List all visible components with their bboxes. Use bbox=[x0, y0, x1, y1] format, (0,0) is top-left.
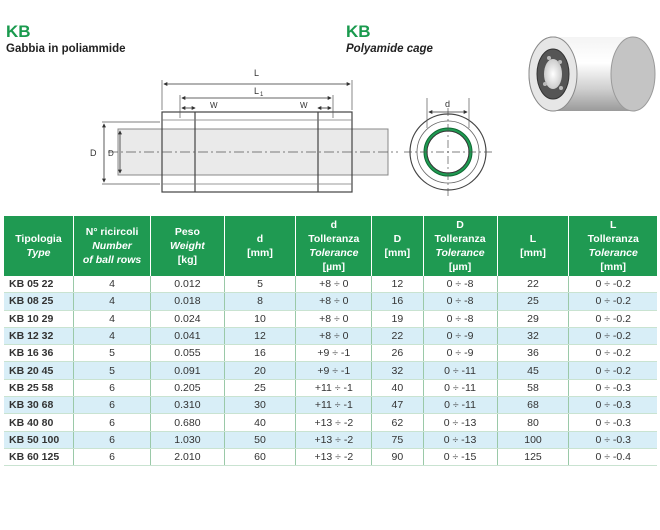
type-cell: KB 50 100 bbox=[4, 431, 73, 448]
column-header bbox=[296, 216, 372, 276]
header-text-english: Tolerance bbox=[435, 247, 485, 259]
value-cell: 5 bbox=[73, 345, 150, 362]
value-cell: 0 ÷ -0.2 bbox=[569, 276, 657, 293]
header-text: d bbox=[256, 233, 264, 245]
header-unit: [µm] bbox=[322, 261, 345, 273]
dim-W-right-label: W bbox=[300, 101, 308, 110]
value-cell: 0 ÷ -11 bbox=[423, 362, 497, 379]
dim-d-end-label: d bbox=[445, 99, 451, 109]
table-header-row bbox=[4, 216, 657, 276]
type-cell: KB 30 68 bbox=[4, 397, 73, 414]
header-text: L bbox=[529, 233, 537, 245]
table-row bbox=[4, 414, 657, 431]
header-text-english: Tolerance bbox=[588, 247, 638, 259]
subtitle-italian: Gabbia in poliammide bbox=[6, 43, 126, 55]
value-cell: 29 bbox=[497, 310, 569, 327]
value-cell: 22 bbox=[372, 327, 423, 344]
value-cell: 4 bbox=[73, 327, 150, 344]
value-cell: 58 bbox=[497, 379, 569, 396]
value-cell: +8 ÷ 0 bbox=[296, 293, 372, 310]
header-text-english: Tolerance bbox=[309, 247, 359, 259]
value-cell: 32 bbox=[372, 362, 423, 379]
table-row bbox=[4, 276, 657, 293]
value-cell: 0.012 bbox=[151, 276, 224, 293]
value-cell: 100 bbox=[497, 431, 569, 448]
value-cell: 4 bbox=[73, 276, 150, 293]
value-cell: 6 bbox=[73, 414, 150, 431]
value-cell: 0 ÷ -13 bbox=[423, 414, 497, 431]
value-cell: 0.018 bbox=[151, 293, 224, 310]
value-cell: 19 bbox=[372, 310, 423, 327]
value-cell: 0 ÷ -0.2 bbox=[569, 293, 657, 310]
value-cell: 0 ÷ -8 bbox=[423, 276, 497, 293]
side-view bbox=[90, 68, 398, 192]
type-cell: KB 16 36 bbox=[4, 345, 73, 362]
value-cell: 12 bbox=[372, 276, 423, 293]
dim-L1-subscript: 1 bbox=[260, 92, 264, 98]
value-cell: 0 ÷ -15 bbox=[423, 448, 497, 465]
header-text: Tolleranza bbox=[587, 233, 639, 245]
value-cell: 32 bbox=[497, 327, 569, 344]
column-header bbox=[423, 216, 497, 276]
value-cell: 0.091 bbox=[151, 362, 224, 379]
value-cell: 16 bbox=[372, 293, 423, 310]
value-cell: 0.310 bbox=[151, 397, 224, 414]
type-cell: KB 40 80 bbox=[4, 414, 73, 431]
value-cell: 0.205 bbox=[151, 379, 224, 396]
header-unit: [mm] bbox=[247, 247, 273, 259]
column-header bbox=[497, 216, 569, 276]
header-text: D bbox=[456, 219, 464, 231]
column-header bbox=[4, 216, 73, 276]
value-cell: +9 ÷ -1 bbox=[296, 345, 372, 362]
value-cell: 25 bbox=[224, 379, 296, 396]
value-cell: 6 bbox=[73, 379, 150, 396]
header-text: D bbox=[393, 233, 402, 245]
dim-D-label: D bbox=[90, 148, 97, 158]
value-cell: 6 bbox=[73, 448, 150, 465]
table-body bbox=[4, 276, 657, 466]
value-cell: 80 bbox=[497, 414, 569, 431]
spec-table bbox=[4, 216, 657, 466]
header-text-english: of ball rows bbox=[82, 254, 142, 266]
type-cell: KB 08 25 bbox=[4, 293, 73, 310]
value-cell: 2.010 bbox=[151, 448, 224, 465]
value-cell: 1.030 bbox=[151, 431, 224, 448]
technical-drawing bbox=[0, 0, 660, 216]
value-cell: +8 ÷ 0 bbox=[296, 276, 372, 293]
value-cell: 20 bbox=[224, 362, 296, 379]
header-text-english: Weight bbox=[170, 240, 205, 252]
value-cell: 8 bbox=[224, 293, 296, 310]
value-cell: 0 ÷ -11 bbox=[423, 397, 497, 414]
value-cell: +11 ÷ -1 bbox=[296, 379, 372, 396]
column-header bbox=[73, 216, 150, 276]
value-cell: 0 ÷ -0.3 bbox=[569, 431, 657, 448]
value-cell: 0 ÷ -0.2 bbox=[569, 310, 657, 327]
value-cell: 36 bbox=[497, 345, 569, 362]
column-header bbox=[224, 216, 296, 276]
value-cell: 47 bbox=[372, 397, 423, 414]
value-cell: 0 ÷ -13 bbox=[423, 431, 497, 448]
value-cell: 5 bbox=[73, 362, 150, 379]
table-row bbox=[4, 431, 657, 448]
dim-L1-label: L bbox=[254, 86, 260, 96]
value-cell: 50 bbox=[224, 431, 296, 448]
type-cell: KB 60 125 bbox=[4, 448, 73, 465]
value-cell: 0 ÷ -0.2 bbox=[569, 362, 657, 379]
value-cell: 125 bbox=[497, 448, 569, 465]
header-unit: [µm] bbox=[448, 261, 472, 273]
header-text-english: Number bbox=[92, 240, 132, 252]
value-cell: 0 ÷ -0.3 bbox=[569, 414, 657, 431]
value-cell: 0 ÷ -0.2 bbox=[569, 327, 657, 344]
value-cell: 0 ÷ -9 bbox=[423, 345, 497, 362]
column-header bbox=[372, 216, 423, 276]
header-unit: [mm] bbox=[384, 247, 411, 259]
header-text: N° ricircoli bbox=[85, 226, 139, 238]
value-cell: 68 bbox=[497, 397, 569, 414]
header-unit: [mm] bbox=[520, 247, 546, 259]
value-cell: 45 bbox=[497, 362, 569, 379]
value-cell: 10 bbox=[224, 310, 296, 327]
value-cell: 0 ÷ -8 bbox=[423, 310, 497, 327]
value-cell: 75 bbox=[372, 431, 423, 448]
table-row bbox=[4, 379, 657, 396]
header-text: Tolleranza bbox=[434, 233, 486, 245]
product-photo bbox=[529, 37, 655, 111]
value-cell: 60 bbox=[224, 448, 296, 465]
value-cell: 6 bbox=[73, 397, 150, 414]
dim-L-label: L bbox=[254, 68, 260, 78]
header-text: Tipologia bbox=[15, 233, 62, 245]
value-cell: 90 bbox=[372, 448, 423, 465]
value-cell: 6 bbox=[73, 431, 150, 448]
value-cell: 0.024 bbox=[151, 310, 224, 327]
table-row bbox=[4, 310, 657, 327]
value-cell: +11 ÷ -1 bbox=[296, 397, 372, 414]
table-row bbox=[4, 397, 657, 414]
type-cell: KB 12 32 bbox=[4, 327, 73, 344]
value-cell: 4 bbox=[73, 293, 150, 310]
type-cell: KB 25 58 bbox=[4, 379, 73, 396]
header-text: Tolleranza bbox=[308, 233, 360, 245]
value-cell: +13 ÷ -2 bbox=[296, 414, 372, 431]
value-cell: 0.055 bbox=[151, 345, 224, 362]
header-text: L bbox=[610, 219, 617, 231]
header-text: d bbox=[330, 219, 338, 231]
table-row bbox=[4, 345, 657, 362]
table-row bbox=[4, 448, 657, 465]
product-code-right: KB bbox=[346, 22, 371, 41]
value-cell: 62 bbox=[372, 414, 423, 431]
table-row bbox=[4, 362, 657, 379]
value-cell: 26 bbox=[372, 345, 423, 362]
dim-W-left-label: W bbox=[210, 101, 218, 110]
column-header bbox=[569, 216, 657, 276]
value-cell: 40 bbox=[372, 379, 423, 396]
value-cell: 0 ÷ -0.2 bbox=[569, 345, 657, 362]
column-header bbox=[151, 216, 224, 276]
type-cell: KB 10 29 bbox=[4, 310, 73, 327]
value-cell: 40 bbox=[224, 414, 296, 431]
value-cell: 0 ÷ -0.3 bbox=[569, 397, 657, 414]
value-cell: 25 bbox=[497, 293, 569, 310]
value-cell: +9 ÷ -1 bbox=[296, 362, 372, 379]
value-cell: 4 bbox=[73, 310, 150, 327]
value-cell: 30 bbox=[224, 397, 296, 414]
header-unit: [mm] bbox=[600, 261, 627, 273]
value-cell: 0 ÷ -11 bbox=[423, 379, 497, 396]
value-cell: 0 ÷ -8 bbox=[423, 293, 497, 310]
type-cell: KB 20 45 bbox=[4, 362, 73, 379]
value-cell: 12 bbox=[224, 327, 296, 344]
header-text-english: Type bbox=[26, 247, 51, 259]
value-cell: 0.680 bbox=[151, 414, 224, 431]
table-row bbox=[4, 293, 657, 310]
value-cell: 22 bbox=[497, 276, 569, 293]
value-cell: 16 bbox=[224, 345, 296, 362]
table-row bbox=[4, 327, 657, 344]
value-cell: 0.041 bbox=[151, 327, 224, 344]
value-cell: 0 ÷ -9 bbox=[423, 327, 497, 344]
value-cell: +8 ÷ 0 bbox=[296, 327, 372, 344]
header-text: Peso bbox=[174, 226, 200, 238]
dim-d-side-label: D bbox=[108, 149, 114, 158]
product-code-left: KB bbox=[6, 22, 31, 41]
end-view bbox=[404, 98, 492, 196]
value-cell: +13 ÷ -2 bbox=[296, 431, 372, 448]
value-cell: 0 ÷ -0.3 bbox=[569, 379, 657, 396]
header-unit: [kg] bbox=[177, 254, 198, 266]
subtitle-english: Polyamide cage bbox=[346, 43, 433, 55]
value-cell: 0 ÷ -0.4 bbox=[569, 448, 657, 465]
value-cell: +13 ÷ -2 bbox=[296, 448, 372, 465]
type-cell: KB 05 22 bbox=[4, 276, 73, 293]
value-cell: 5 bbox=[224, 276, 296, 293]
value-cell: +8 ÷ 0 bbox=[296, 310, 372, 327]
